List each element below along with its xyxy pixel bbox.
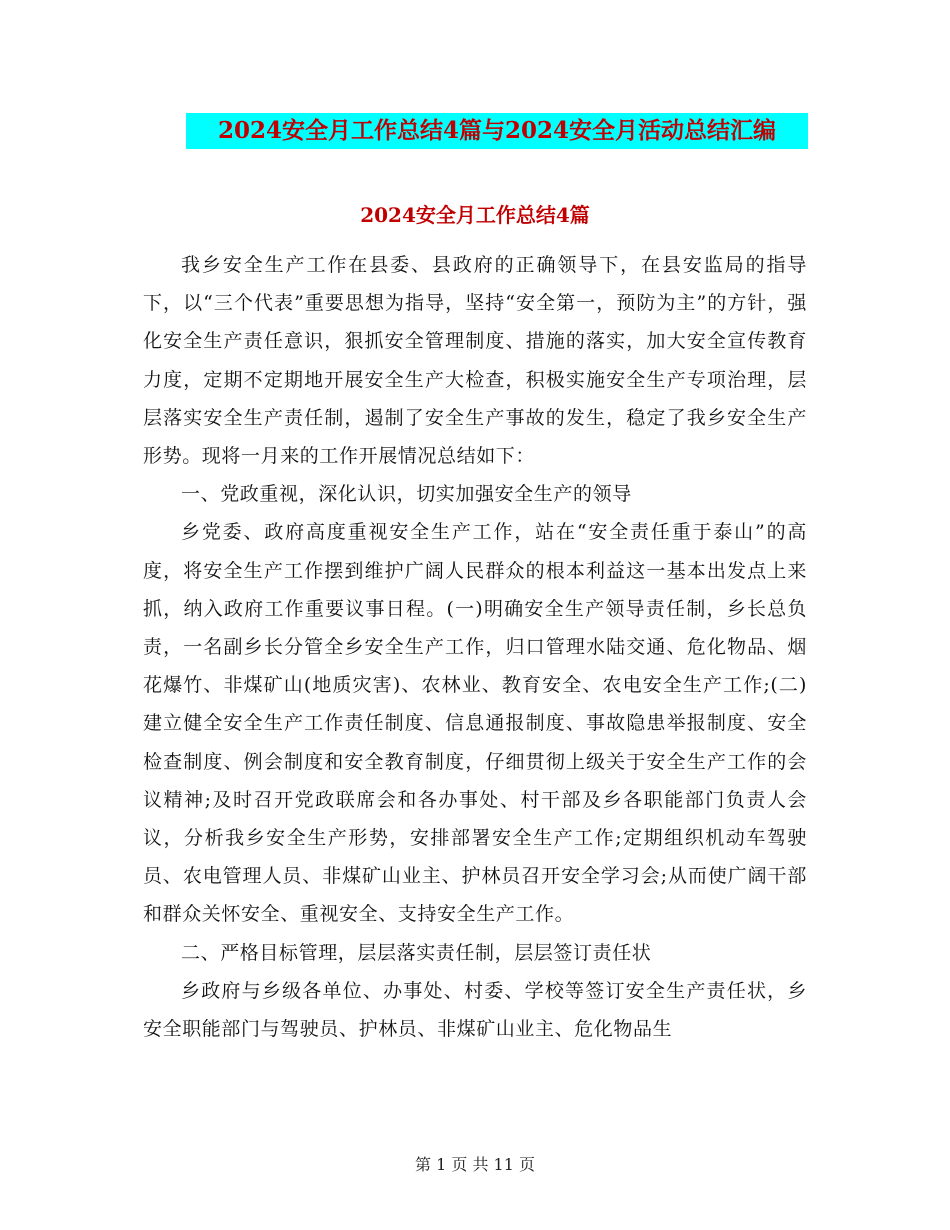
paragraph-heading: 一、党政重视，深化认识，切实加强安全生产的领导 [181, 483, 632, 506]
paragraph: 我乡安全生产工作在县委、县政府的正确领导下，在县安监局的指导下，以“三个代表”重要思想为指导，坚持“安全第一，预防为主”的方针，强化安全生产责任意识，狠抓安全管理制度、措施的落实，加大安全宣传教育力度，定期不定期地开展安全生产大检查，积极实施安全生产专项治理，层层落实安全生产责任制，遏制了安全生产事故的发生，稳定了我乡安全生产形势。现将一月来的工作开展情况总结如下： [143, 254, 807, 468]
paragraph: 乡党委、政府高度重视安全生产工作，站在“安全责任重于泰山”的高度，将安全生产工作摆到维护广阔人民群众的根本利益这一基本出发点上来抓，纳入政府工作重要议事日程。(一)明确安全生产领导责任制，乡长总负责，一名副乡长分管全乡安全生产工作，归口管理水陆交通、危化物品、烟花爆竹、非煤矿山(地质灾害)、农林业、教育安全、农电安全生产工作;(二)建立健全安全生产工作责任制度、信息通报制度、事故隐患举报制度、安全检查制度、例会制度和安全教育制度，仔细贯彻上级关于安全生产工作的会议精神;及时召开党政联席会和各办事处、村干部及乡各职能部门负责人会议，分析我乡安全生产形势，安排部署安全生产工作;定期组织机动车驾驶员、农电管理人员、非煤矿山业主、护林员召开安全学习会;从而使广阔干部和群众关怀安全、重视安全、支持安全生产工作。 [143, 521, 807, 926]
document-title: 2024安全月工作总结4篇与2024安全月活动总结汇编 [186, 113, 808, 149]
paragraph-heading: 二、严格目标管理，层层落实责任制，层层签订责任状 [181, 941, 652, 964]
page-number-footer: 第 1 页 共 11 页 [415, 1155, 535, 1174]
body-text [143, 246, 807, 1048]
section-title: 2024安全月工作总结4篇 [360, 203, 590, 227]
paragraph: 乡政府与乡级各单位、办事处、村委、学校等签订安全生产责任状，乡安全职能部门与驾驶员、护林员、非煤矿山业主、危化物品生 [143, 979, 807, 1041]
